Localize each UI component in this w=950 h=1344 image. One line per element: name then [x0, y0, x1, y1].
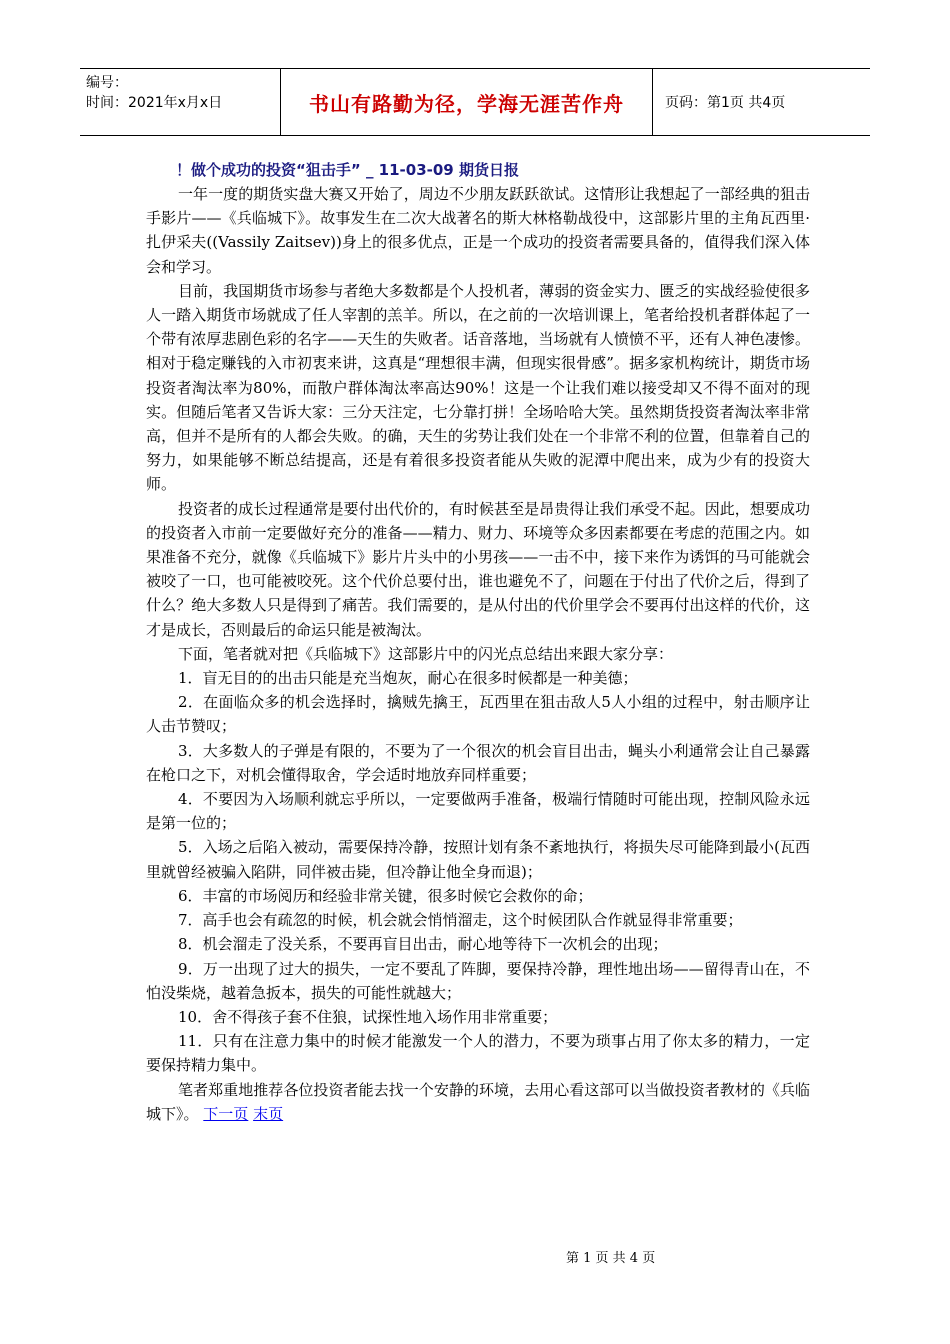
last-page-link[interactable]: 末页: [253, 1104, 284, 1123]
list-item: 6．丰富的市场阅历和经验非常关键，很多时候它会救你的命；: [178, 886, 593, 905]
article-title: ！做个成功的投资“狙击手” _ 11-03-09 期货日报: [176, 161, 519, 179]
list-item: 3．大多数人的子弹是有限的，不要为了一个很次的机会盲目出击，蝇头小利通常会让自己暴露在枪口之下，对机会懂得取舍，学会适时地放弃同样重要；: [146, 741, 810, 784]
list-item: 10．舍不得孩子套不住狼，试探性地入场作用非常重要；: [178, 1007, 558, 1026]
header-meta: [80, 69, 281, 135]
list-item: 11．只有在注意力集中的时候才能激发一个人的潜力，不要为琐事占用了你太多的精力，一定要保持精力集中。: [146, 1032, 810, 1075]
header-table: [80, 68, 870, 136]
list-item: 1．盲无目的的出击只能是充当炮灰，耐心在很多时候都是一种美德；: [178, 669, 638, 688]
list-item: 5．入场之后陷入被动，需要保持冷静，按照计划有条不紊地执行，将损失尽可能降到最小(瓦西里就曾经被骗入陷阱，同伴被击毙，但冷静让他全身而退)；: [146, 838, 810, 881]
header-page-info: 页码：第1页 共4页: [665, 95, 786, 111]
paragraph: 下面，笔者就对把《兵临城下》这部影片中的闪光点总结出来跟大家分享：: [178, 644, 674, 663]
list-item: 2．在面临众多的机会选择时，擒贼先擒王，瓦西里在狙击敌人5人小组的过程中，射击顺序让人击节赞叹；: [146, 693, 810, 736]
article-body: [146, 158, 810, 1126]
number-label: 编号：: [86, 75, 128, 91]
next-page-link[interactable]: 下一页: [203, 1104, 249, 1123]
time-label: 时间：2021年x月x日: [86, 95, 223, 111]
list-item: 8．机会溜走了没关系，不要再盲目出击，耐心地等待下一次机会的出现；: [178, 935, 668, 954]
header-motto: 书山有路勤为径，学海无涯苦作舟: [281, 69, 653, 135]
list-item: 4．不要因为入场顺利就忘乎所以，一定要做两手准备，极端行情随时可能出现，控制风险永远是第一位的；: [146, 790, 810, 833]
paragraph: 投资者的成长过程通常是要付出代价的，有时候甚至是昂贵得让我们承受不起。因此，想要成功的投资者入市前一定要做好充分的准备——精力、财力、环境等众多因素都要在考虑的范围之内。如果准备不充分，就像《兵临城下》影片片头中的小男孩——一击不中，接下来作为诱饵的马可能就会被咬了一口，也可能被咬死。这个代价总要付出，谁也避免不了，问题在于付出了代价之后，得到了什么？绝大多数人只是得到了痛苦。我们需要的，是从付出的代价里学会不要再付出这样的代价，这才是成长，否则最后的命运只能是被淘汰。: [146, 499, 810, 639]
list-item: 9．万一出现了过大的损失，一定不要乱了阵脚，要保持冷静，理性地出场——留得青山在，不怕没柴烧，越着急扳本，损失的可能性就越大；: [146, 959, 810, 1002]
footer-page-number: 第 1 页 共 4 页: [566, 1251, 656, 1266]
paragraph: 一年一度的期货实盘大赛又开始了，周边不少朋友跃跃欲试。这情形让我想起了一部经典的狙击手影片——《兵临城下》。故事发生在二次大战著名的斯大林格勒战役中，这部影片里的主角瓦西里·扎伊采夫((Vassily Zaitsev))身上的很多优点，正是一个成功的投资者需要具备的，值得我们深入体会和学习。: [146, 185, 810, 276]
list-item: 7．高手也会有疏忽的时候，机会就会悄悄溜走，这个时候团队合作就显得非常重要；: [178, 911, 743, 930]
closing-paragraph: [146, 1078, 810, 1126]
closing-text: 笔者郑重地推荐各位投资者能去找一个安静的环境，去用心看这部可以当做投资者教材的《兵临城下》。: [146, 1080, 810, 1123]
paragraph: 目前，我国期货市场参与者绝大多数都是个人投机者，薄弱的资金实力、匮乏的实战经验使很多人一踏入期货市场就成了任人宰割的羔羊。所以，在之前的一次培训课上，笔者给投机者群体起了一个带有浓厚悲剧色彩的名字——天生的失败者。话音落地，当场就有人愤愤不平，还有人神色凄惨。相对于稳定赚钱的入市初衷来讲，这真是“理想很丰满，但现实很骨感”。据多家机构统计，期货市场投资者淘汰率为80%，而散户群体淘汰率高达90%！这是一个让我们难以接受却又不得不面对的现实。但随后笔者又告诉大家：三分天注定，七分靠打拼！全场哈哈大笑。虽然期货投资者淘汰率非常高，但并不是所有的人都会失败。的确，天生的劣势让我们处在一个非常不利的位置，但靠着自己的努力，如果能够不断总结提高，还是有着很多投资者能从失败的泥潭中爬出来，成为少有的投资大师。: [146, 281, 810, 494]
